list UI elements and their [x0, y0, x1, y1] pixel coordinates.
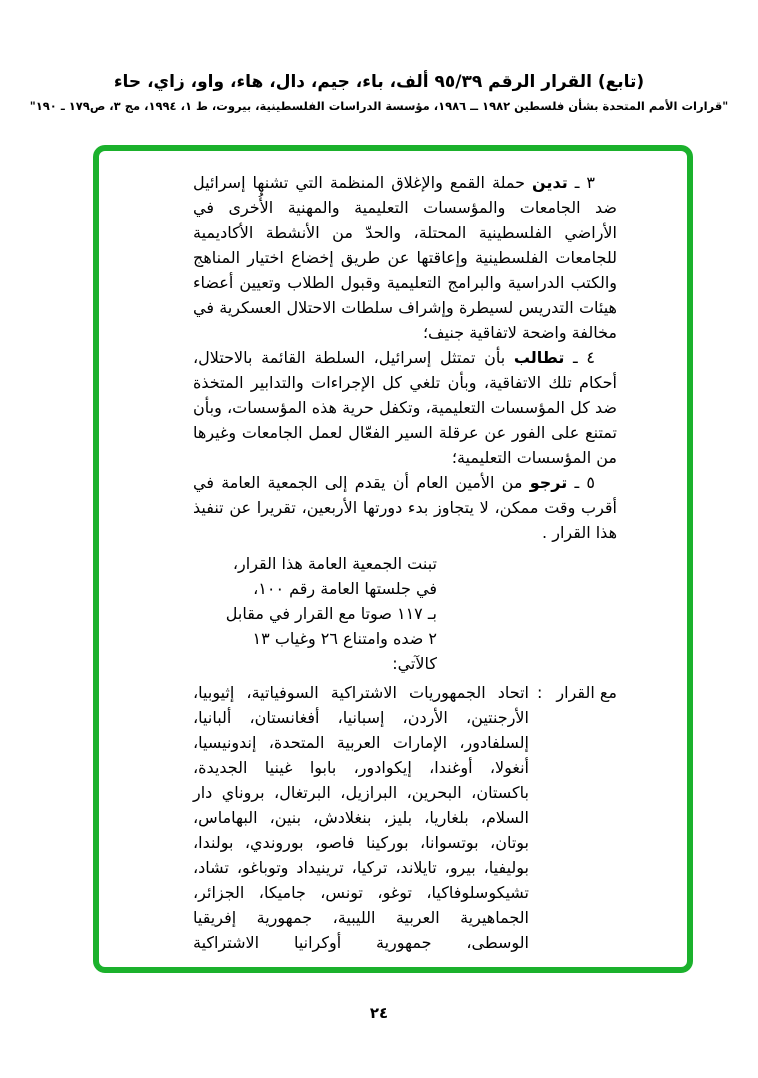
- vote-record: [193, 680, 617, 955]
- clause-5-text: من الأمين العام أن يقدم إلى الجمعية العامة في أقرب وقت ممكن، لا يتجاوز بدء دورتها الأربعين، تقريرا عن تنفيذ هذا القرار .: [193, 473, 617, 542]
- document-title: (تابع) القرار الرقم ٩٥/٣٩ ألف، باء، جيم، دال، هاء، واو، زاي، حاء: [113, 72, 645, 92]
- clause-4-number: ٤ ـ: [573, 348, 595, 367]
- clause-3-number: ٣ ـ: [574, 173, 596, 192]
- adoption-line-4: ٢ ضده وامتناع ٢٦ وغياب ١٣: [252, 629, 437, 648]
- vote-label-text: مع القرار: [556, 683, 617, 702]
- vote-label-colon: :: [537, 683, 543, 702]
- resolution-body: [99, 151, 687, 955]
- adoption-line-3: بـ ١١٧ صوتا مع القرار في مقابل: [225, 604, 437, 623]
- clause-5: [193, 470, 617, 545]
- adoption-note: [193, 551, 437, 676]
- green-frame: [93, 145, 693, 973]
- clause-4: [193, 345, 617, 470]
- adoption-line-2: في جلستها العامة رقم ١٠٠،: [253, 579, 437, 598]
- clause-5-verb: ترجو: [529, 473, 568, 492]
- page-footer: [0, 1004, 758, 1022]
- document-source-line: "قرارات الأمم المتحدة بشأن فلسطين ١٩٨٢ ــ ١٩٨٦، مؤسسة الدراسات الفلسطينية، بيروت، ط ١، ١٩٩٤، مج ٣، ص١٧٩ ـ ١٩٠": [29, 99, 729, 113]
- adoption-line-1: تبنت الجمعية العامة هذا القرار،: [232, 554, 437, 573]
- clause-5-number: ٥ ـ: [574, 473, 595, 492]
- document-header: [0, 72, 758, 113]
- page-number: ٢٤: [369, 1004, 389, 1022]
- clause-4-verb: تطالب: [513, 348, 565, 367]
- clause-3: [193, 170, 617, 345]
- clause-3-text: حملة القمع والإغلاق المنظمة التي تشنها إسرائيل ضد الجامعات والمؤسسات التعليمية والمهنية الأُخرى في الأراضي الفلسطينية المحتلة، والحدّ من الأنشطة الأكاديمية للجامعات الفلسطينية وإعاقتها عن طريق إخضاع اختيار المناهج والكتب الدراسية والبرامج التعليمية وقبول الطلاب وتعيين أعضاء هيئات التدريس لسيطرة وإشراف سلطات الاحتلال العسكرية في مخالفة واضحة لاتفاقية جنيف؛: [193, 173, 617, 342]
- vote-countries-list: اتحاد الجمهوريات الاشتراكية السوفياتية، إثيوبيا، الأرجنتين، الأردن، إسبانيا، أفغانستان، ألبانيا، إلسلفادور، الإمارات العربية المتحدة، إندونيسيا، أنغولا، أوغندا، إيكوادور، بابوا غينيا الجديدة، باكستان، البحرين، البرازيل، البرتغال، بروناي دار السلام، بلغاريا، بليز، بنغلادش، بنين، البهاماس، بوتان، بوتسوانا، بوركينا فاصو، بوروندي، بولندا، بوليفيا، بيرو، تايلاند، تركيا، ترينيداد وتوباغو، تشاد، تشيكوسلوفاكيا، توغو، تونس، جاميكا، الجزائر، الجماهيرية العربية الليبية، جمهورية إفريقيا الوسطى، جمهورية أوكرانيا الاشتراكية: [193, 683, 529, 952]
- adoption-line-5: كالآتي:: [392, 654, 437, 673]
- clause-4-text: بأن تمتثل إسرائيل، السلطة القائمة بالاحتلال، أحكام تلك الاتفاقية، وبأن تلغي كل الإجراءات والتدابير المتخذة ضد كل المؤسسات التعليمية، وتكفل حرية هذه المؤسسات، وبأن تمتنع على الفور عن عرقلة السير الفعّال لعمل الجامعات وغيرها من المؤسسات التعليمية؛: [193, 348, 617, 467]
- vote-label: [537, 680, 617, 705]
- clause-3-verb: تدين: [532, 173, 568, 192]
